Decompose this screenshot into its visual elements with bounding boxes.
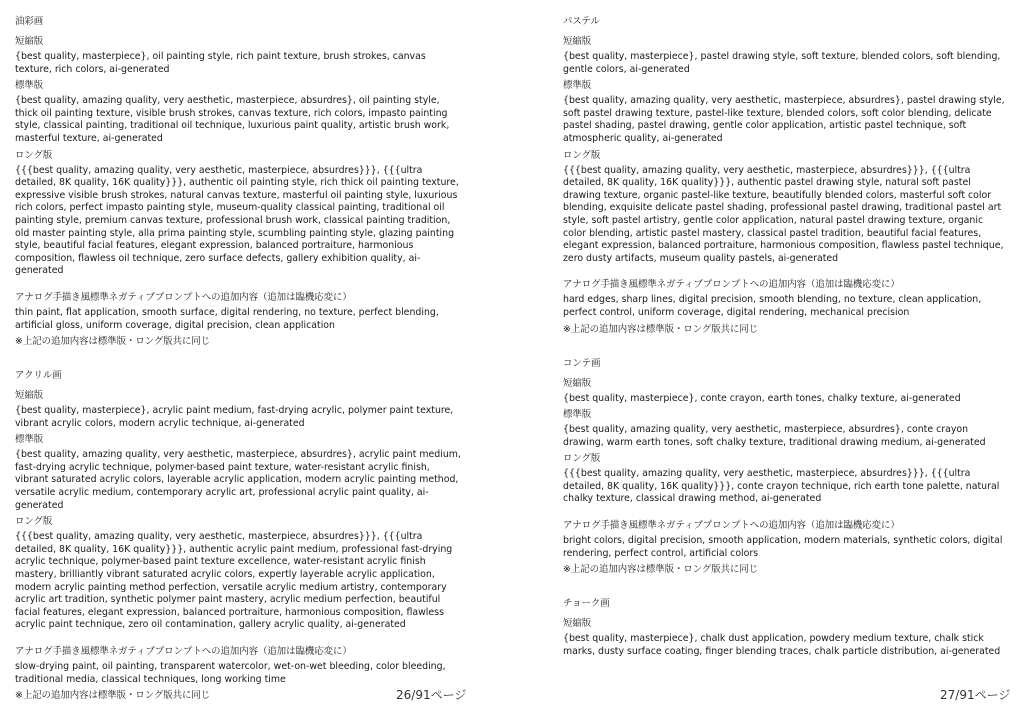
short-version-text: {best quality, masterpiece}, pastel drawing style, soft texture, blended colors, soft blending, gentle colors, ai-generated [563, 51, 1001, 75]
short-version-label: 短縮版 [563, 36, 592, 47]
standard-version-label: 標準版 [563, 80, 592, 92]
negative-prompt-label: アナログ手描き風標準ネガティブプロンプトへの追加内容（追加は臨機応変に） [563, 520, 900, 532]
section-title: チョーク画 [563, 598, 610, 610]
long-version-text: {{{best quality, amazing quality, very aesthetic, masterpiece, absurdres}}}, {{{ultra detailed, 8K quality, 16K quality}}}, conte crayon technique, rich earth tone palette, natural chalky texture, classical drawing method, ai-generated [563, 468, 1000, 505]
long-version-text: {{{best quality, amazing quality, very aesthetic, masterpiece, absurdres}}}, {{{ultra detailed, 8K quality, 16K quality}}}, authentic oil painting style, rich thick oil painting texture, expressive visible brush strokes, natural canvas texture, masterful oil painting style, luxurious rich colors, perfect impasto painting style, museum-quality classical painting, traditional oil painting style, premium canvas texture, professional brush work, classical painting tradition, old master painting style, alla prima painting style, scumbling painting style, glazing painting style, beautiful facial features, elegant expression, balanced portraiture, harmonious composition, flawless oil technique, zero surface defects, gallery exhibition quality, ai-generated [15, 164, 459, 277]
section-acrylic-painting [15, 368, 461, 703]
short-version-text: {best quality, masterpiece}, chalk dust application, powdery medium texture, chalk stick marks, dusty surface coating, finger blending traces, chalk particle distribution, ai-generated [563, 633, 1001, 657]
page-number-right: 27/91ページ [940, 688, 1011, 702]
long-version-label: ロング版 [15, 516, 53, 528]
short-version-label: 短縮版 [563, 377, 592, 389]
section-title: 油彩画 [15, 16, 44, 27]
note-text: ※上記の追加内容は標準版・ロング版共に同じ [563, 323, 759, 335]
negative-prompt-text: bright colors, digital precision, smooth application, modern materials, synthetic colors, digital rendering, perfect control, artificial colors [563, 535, 1003, 559]
long-version-label: ロング版 [563, 149, 601, 161]
negative-prompt-text: thin paint, flat application, smooth surface, digital rendering, no texture, perfect blending, artificial gloss, uniform coverage, digital precision, clean application [15, 306, 439, 331]
negative-prompt-text: slow-drying paint, oil painting, transparent watercolor, wet-on-wet bleeding, color bleeding, traditional media, classical techniques, long working time [15, 661, 446, 685]
long-version-label: ロング版 [563, 453, 601, 465]
short-version-text: {best quality, masterpiece}, conte crayon, earth tones, chalky texture, ai-generated [563, 392, 961, 404]
note-text: ※上記の追加内容は標準版・ロング版共に同じ [15, 336, 211, 348]
short-version-label: 短縮版 [563, 618, 592, 630]
short-version-label: 短縮版 [15, 390, 44, 402]
right-page [563, 14, 1009, 677]
short-version-text: {best quality, masterpiece}, acrylic paint medium, fast-drying acrylic, polymer paint texture, vibrant acrylic colors, modern acrylic technique, ai-generated [15, 405, 454, 429]
note-text: ※上記の追加内容は標準版・ロング版共に同じ [15, 690, 211, 702]
standard-version-text: {best quality, amazing quality, very aesthetic, masterpiece, absurdres}, pastel drawing style, soft pastel drawing texture, pastel-like texture, blended colors, soft color blending, delicate pastel shading, pastel drawing, gentle color application, artistic pastel technique, soft atmospheric quality, ai-generated [563, 95, 1005, 144]
section-conte [563, 356, 1009, 578]
long-version-label: ロング版 [15, 149, 53, 161]
short-version-text: {best quality, masterpiece}, oil painting style, rich paint texture, brush strokes, canvas texture, rich colors, ai-generated [15, 51, 426, 75]
negative-prompt-label: アナログ手描き風標準ネガティブプロンプトへの追加内容（追加は臨機応変に） [563, 279, 900, 291]
standard-version-text: {best quality, amazing quality, very aesthetic, masterpiece, absurdres}, acrylic paint medium, fast-drying acrylic technique, polymer-based paint texture, water-resistant acrylic finish, vibrant saturated acrylic colors, layerable acrylic application, modern acrylic painting method, versatile acrylic medium, contemporary acrylic art, professional acrylic paint quality, ai-generated [15, 449, 461, 511]
page-number-left: 26/91ページ [396, 688, 467, 702]
section-chalk [563, 596, 1009, 658]
short-version-label: 短縮版 [15, 36, 44, 47]
standard-version-label: 標準版 [15, 80, 44, 92]
long-version-text: {{{best quality, amazing quality, very aesthetic, masterpiece, absurdres}}}, {{{ultra detailed, 8K quality, 16K quality}}}, authentic pastel drawing style, natural soft pastel drawing texture, organic pastel-like texture, beautifully blended colors, masterful soft color blending, exquisite delicate pastel shading, professional pastel drawing, traditional pastel art style, soft pastel artistry, gentle color application, natural pastel drawing texture, organic color blending, artistic pastel mastery, classical pastel tradition, beautiful facial features, elegant expression, balanced portraiture, harmonious composition, flawless pastel technique, zero dusty artifacts, museum quality pastels, ai-generated [563, 164, 1004, 264]
standard-version-label: 標準版 [15, 434, 44, 446]
standard-version-text: {best quality, amazing quality, very aesthetic, masterpiece, absurdres}, oil painting style, thick oil painting texture, visible brush strokes, canvas texture, rich colors, impasto painting style, classical painting, traditional oil technique, luxurious paint quality, artistic brush work, masterful texture, ai-generated [15, 95, 450, 144]
left-page [15, 14, 461, 722]
section-pastel [563, 14, 1009, 337]
negative-prompt-label: アナログ手描き風標準ネガティブプロンプトへの追加内容（追加は臨機応変に） [15, 291, 352, 303]
section-oil-painting [15, 14, 461, 349]
note-text: ※上記の追加内容は標準版・ロング版共に同じ [563, 564, 759, 576]
standard-version-text: {best quality, amazing quality, very aesthetic, masterpiece, absurdres}, conte crayon drawing, warm earth tones, soft chalky texture, traditional drawing medium, ai-generated [563, 424, 986, 448]
section-title: アクリル画 [15, 370, 62, 382]
long-version-text: {{{best quality, amazing quality, very aesthetic, masterpiece, absurdres}}}, {{{ultra detailed, 8K quality, 16K quality}}}, authentic acrylic paint medium, professional fast-drying acrylic technique, polymer-based paint texture excellence, water-resistant acrylic finish mastery, brilliantly vibrant saturated acrylic colors, expertly layerable acrylic application, modern acrylic painting method perfection, versatile acrylic medium artistry, contemporary acrylic art tradition, synthetic polymer paint mastery, acrylic medium perfection, beautiful facial features, elegant expression, balanced portraiture, harmonious composition, flawless acrylic paint technique, zero oil contamination, gallery acrylic quality, ai-generated [15, 531, 453, 631]
negative-prompt-label: アナログ手描き風標準ネガティブプロンプトへの追加内容（追加は臨機応変に） [15, 646, 352, 657]
standard-version-label: 標準版 [563, 409, 592, 421]
negative-prompt-text: hard edges, sharp lines, digital precision, smooth blending, no texture, clean application, perfect control, uniform coverage, digital rendering, mechanical precision [563, 294, 982, 318]
section-title: パステル [563, 16, 600, 27]
section-title: コンテ画 [563, 357, 601, 369]
